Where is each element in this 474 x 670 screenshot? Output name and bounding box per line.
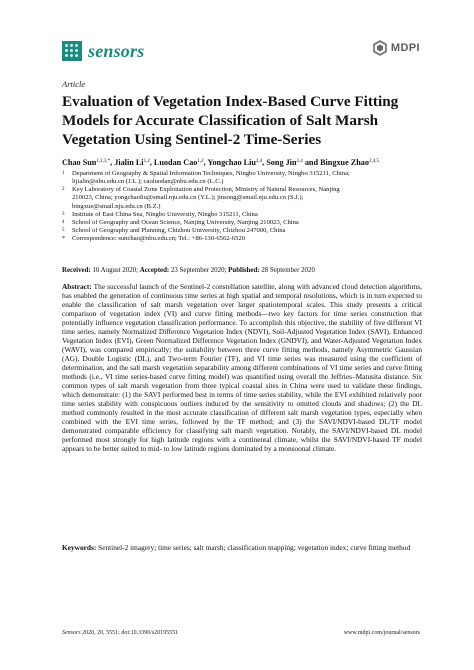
affiliation-text: School of Geography and Planning, Chizhou University, Chizhou 247000, China xyxy=(72,227,286,235)
publisher-logo[interactable] xyxy=(372,40,420,56)
author-affiliation-marks: 2,4,5 xyxy=(368,159,379,164)
accepted-date: 23 September 2020; xyxy=(170,267,227,274)
author-affiliation-marks: 2,4 xyxy=(255,159,263,164)
author-affiliation-marks: 2,4 xyxy=(296,159,303,164)
mdpi-hexagon-icon xyxy=(372,40,388,56)
journal-url-link[interactable]: www.mdpi.com/journal/sensors xyxy=(343,630,420,636)
affiliation-item xyxy=(62,219,362,227)
affiliation-item xyxy=(62,211,362,219)
sensors-logo-icon xyxy=(62,41,82,61)
author-name: Chao Sun xyxy=(62,158,97,167)
correspondence-text: Correspondence: sunchao@nbu.edu.cn; Tel.: +86-130-6562-6520 xyxy=(72,235,245,243)
keywords-text: Sentinel-2 imagery; time series; salt marsh; classification mapping; vegetation index; curve fitting method xyxy=(98,543,411,552)
correspondence-item xyxy=(62,235,362,243)
paper-title: Evaluation of Vegetation Index-Based Curve Fitting Models for Accurate Classification of Salt Marsh Vegetation Using Sentinel-2 Time-Series xyxy=(62,93,399,149)
affiliation-number: 4 xyxy=(62,219,65,225)
author-affiliation-marks: 1,2 xyxy=(143,159,150,164)
author-affiliation-marks: 1,2,3,* xyxy=(96,159,111,164)
publication-dates xyxy=(62,267,315,274)
affiliation-number: 1 xyxy=(62,171,65,176)
abstract xyxy=(62,282,422,453)
citation xyxy=(62,630,178,636)
affiliation-number: 3 xyxy=(62,211,65,217)
affiliation-item xyxy=(62,186,362,210)
page-footer xyxy=(62,630,420,636)
correspondence-mark: * xyxy=(62,235,66,243)
affiliation-text: Institute of East China Sea, Ningbo University, Ningbo 315211, China xyxy=(72,210,258,218)
citation-details: 2020, 20, 5551; doi:10.3390/s20195551 xyxy=(82,630,179,636)
keywords xyxy=(62,543,422,552)
affiliation-text: School of Geography and Ocean Science, Nanjing University, Nanjing 210023, China xyxy=(72,218,299,226)
journal-logo[interactable] xyxy=(62,40,144,62)
published-label: Published: xyxy=(228,267,260,274)
affiliation-number: 2 xyxy=(62,187,65,193)
accepted-label: Accepted: xyxy=(139,267,170,274)
affiliation-text: Department of Geography & Spatial Information Techniques, Ningbo University, Ningbo 315211, China; lijialin@nbu.edu.cn (J.L.); caoluodan@nbu.edu.cn (L.C.) xyxy=(72,170,350,186)
received-label: Received: xyxy=(62,267,91,274)
affiliation-number: 5 xyxy=(62,228,65,234)
journal-name: sensors xyxy=(88,40,145,61)
author-name: Bingxue Zhao xyxy=(320,158,369,167)
affiliation-item xyxy=(62,170,362,186)
author-list: Chao Sun$^{1,2,3,*}$, Jialin Li$^{1,2}$, Luodan Cao$^{1,2}$, Yongchao Liu$^{2,4}$, Song Jin$^{2,4}$ and Bingxue Zhao$^{2,4,5}$ xyxy=(62,158,379,167)
affiliations-list xyxy=(62,170,362,243)
published-date: 28 September 2020 xyxy=(261,267,315,274)
affiliation-item xyxy=(62,227,362,235)
abstract-text: The successful launch of the Sentinel-2 constellation satellite, along with advanced cloud detection algorithms, has enabled the generation of continuous time series at high spatial and temporal resolutions, which is in turn expected to enable the classification of salt marsh vegetation over larger spatiotemporal scales. This study presents a critical comparison of vegetation index (VI) and curve fitting methods—two key factors for time series construction that potentially influence vegetation classification performance. To accomplish this objective, the stability of five different VI time series, namely Normalized Difference Vegetation Index (NDVI), Soil-Adjusted Vegetation Index (SAVI), Enhanced Vegetation Index (EVI), Green Normalized Difference Vegetation Index (GNDVI), and Water-Adjusted Vegetation Index (WAVI), was compared empirically; the suitability between three curve fitting methods, namely Asymmetric Gaussian (AG), Double Logistic (DL), and Two-term Fourier (TF), and VI time series was measured using the coefficient of determination, and the salt marsh vegetation separability among different combinations of VI time series and curve fitting methods (i.e., VI time series-based curve fitting model) was quantified using overall the Jeffries–Matusita distance. Six common types of salt marsh vegetation from three typical coastal sites in China were used to validate these findings, which demonstrate: (1) the SAVI performed best in terms of time series stability, while the EVI exhibited relatively poor time series stability with conspicuous outliers induced by the sensitivity to omitted clouds and shadows; (2) the DL method commonly resulted in the most accurate classification of different salt marsh vegetation types, especially when combined with the EVI time series, followed by the TF method; and (3) the SAVI/NDVI-based DL/TF model demonstrated comparable efficiency for classifying salt marsh vegetation. Notably, the SAVI/NDVI-based DL model performed most strongly for high latitude regions with a continental climate, whilst the SAVI/NDVI-based TF model appears to be better suited to mid- to low latitude regions dominated by a monsoonal climate. xyxy=(62,282,422,454)
author-name: Jialin Li xyxy=(114,158,144,167)
author-name: Yongchao Liu xyxy=(207,158,256,167)
abstract-label: Abstract: xyxy=(62,282,92,291)
article-type: Article xyxy=(62,79,86,89)
publisher-name: MDPI xyxy=(390,42,420,54)
author-affiliation-marks: 1,2 xyxy=(197,159,204,164)
author-name: Luodan Cao xyxy=(153,158,198,167)
citation-journal: Sensors xyxy=(62,630,81,636)
author-name: Song Jin xyxy=(266,158,297,167)
keywords-label: Keywords: xyxy=(62,543,97,552)
received-date: 10 August 2020; xyxy=(92,267,138,274)
affiliation-text: Key Laboratory of Coastal Zone Exploitation and Protection, Ministry of Natural Resources, Nanjing 210023, China; yongchaoliu@smail.nju.edu.cn (Y.L.); jinsong@smail.nju.edu.cn (S.J.); bingxue@smail.nju.edu.cn (B.Z.) xyxy=(72,186,340,210)
